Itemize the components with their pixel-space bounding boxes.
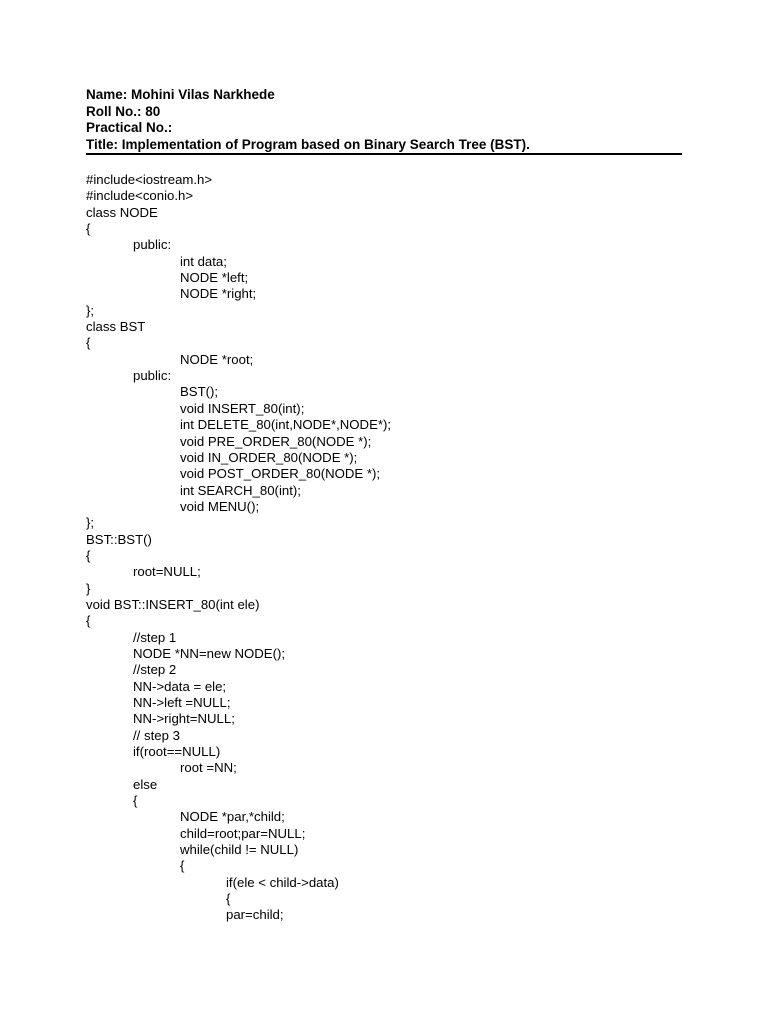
student-name: Name: Mohini Vilas Narkhede [86, 87, 275, 102]
code-line: { [86, 221, 91, 237]
code-line: NODE *par,*child; [180, 809, 285, 825]
header-divider [86, 153, 682, 155]
code-line: int SEARCH_80(int); [180, 482, 301, 498]
code-line: #include<conio.h> [86, 188, 194, 204]
code-line: void PRE_ORDER_80(NODE *); [180, 433, 372, 449]
code-line: { [226, 891, 231, 907]
code-line: void MENU(); [180, 498, 260, 514]
code-line: { [133, 793, 138, 809]
code-line: int DELETE_80(int,NODE*,NODE*); [180, 417, 392, 433]
code-line: BST::BST() [86, 531, 152, 547]
code-line: int data; [180, 253, 227, 269]
code-line: NN->right=NULL; [133, 711, 235, 727]
code-line: public: [133, 368, 172, 384]
code-line: void INSERT_80(int); [180, 400, 305, 416]
code-line: }; [86, 515, 95, 531]
code-line: NN->data = ele; [133, 678, 227, 694]
code-line: if(root==NULL) [133, 744, 221, 760]
code-line: { [86, 335, 91, 351]
code-line: class BST [86, 319, 146, 335]
practical-title: Title: Implementation of Program based on Binary Search Tree (BST). [86, 136, 530, 152]
code-line: //step 1 [133, 629, 177, 645]
code-line: NN->left =NULL; [133, 695, 231, 710]
code-line: }; [86, 302, 95, 318]
code-line: { [180, 858, 185, 874]
code-line: void POST_ORDER_80(NODE *); [180, 466, 381, 482]
code-line: // step 3 [133, 727, 180, 743]
code-line: BST(); [180, 384, 219, 400]
code-line: NODE *NN=new NODE(); [133, 645, 286, 661]
code-line: else [133, 776, 158, 792]
roll-number: Roll No.: 80 [86, 103, 161, 119]
code-line: if(ele < child->data) [226, 874, 339, 890]
code-line: void IN_ORDER_80(NODE *); [180, 449, 358, 465]
code-line: { [86, 547, 91, 563]
code-line: NODE *left; [180, 270, 249, 286]
code-line: } [86, 580, 91, 596]
document-header [86, 87, 682, 153]
code-line: child=root;par=NULL; [180, 825, 306, 841]
code-line: par=child; [226, 907, 284, 923]
code-line: while(child != NULL) [180, 842, 299, 858]
code-line: public: [133, 237, 172, 253]
code-line: #include<iostream.h> [86, 172, 213, 187]
code-line: //step 2 [133, 662, 177, 678]
code-line: NODE *right; [180, 286, 257, 302]
code-line: class NODE [86, 204, 158, 220]
code-line: root=NULL; [133, 564, 201, 580]
practical-number: Practical No.: [86, 120, 173, 136]
code-line: root =NN; [180, 760, 237, 776]
code-line: void BST::INSERT_80(int ele) [86, 596, 260, 612]
code-line: NODE *root; [180, 351, 254, 367]
code-line: { [86, 613, 91, 629]
code-listing [86, 172, 686, 924]
